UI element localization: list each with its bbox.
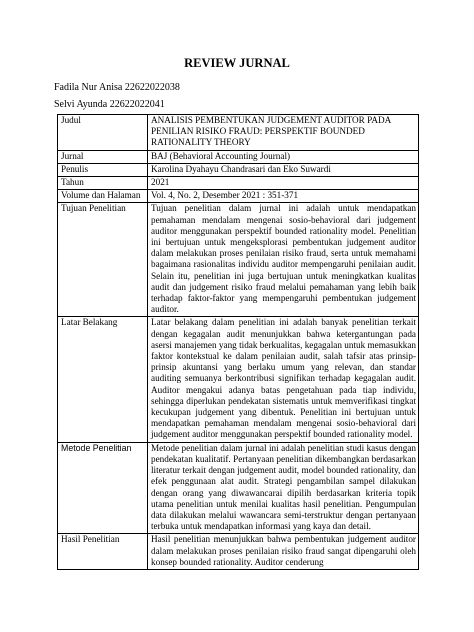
row-value: Vol. 4, No. 2, Desember 2021 : 351-371 bbox=[148, 190, 419, 203]
row-label: Jurnal bbox=[58, 150, 148, 163]
table-row bbox=[58, 190, 419, 203]
table-row bbox=[58, 177, 419, 190]
table-row bbox=[58, 203, 419, 317]
row-label: Latar Belakang bbox=[58, 317, 148, 442]
row-value: Latar belakang dalam penelitian ini adalah banyak penelitian terkait dengan kegagalan audit menunjukkan bahwa ketergantungan pada asersi manajemen yang tidak berkualitas, kegagalan untuk memasukkan faktor kontekstual ke dalam penilaian audit, salah tafsir atas prinsip-prinsip akuntansi yang berlaku umum yang relevan, dan standar auditing semuanya berkontribusi signifikan terhadap kegagalan audit. Auditor mengakui adanya batas pengetahuan pada tiap individu, sehingga diperlukan pendekatan sistematis untuk memverifikasi tingkat kecukupan judgement yang dibentuk. Penelitian ini bertujuan untuk mendapatkan pemahaman mendalam mengenai sosio-behavioral dari judgement auditor menggunakan perspektif bounded rationality model. bbox=[148, 317, 419, 442]
row-value: ANALISIS PEMBENTUKAN JUDGEMENT AUDITOR PADA PENILIAN RISIKO FRAUD: PERSPEKTIF BOUNDED RATIONALITY THEORY bbox=[148, 115, 419, 151]
table-row bbox=[58, 115, 419, 151]
row-label: Penulis bbox=[58, 163, 148, 176]
table-row bbox=[58, 534, 419, 570]
row-label: Judul bbox=[58, 115, 148, 151]
table-row bbox=[58, 150, 419, 163]
row-label: Hasil Penelitian bbox=[58, 534, 148, 570]
author-line: Selvi Ayunda 22622022041 bbox=[54, 99, 165, 110]
row-label: Metode Penelitian bbox=[58, 442, 148, 534]
row-label: Tujuan Penelitian bbox=[58, 203, 148, 317]
row-value: Hasil penelitian menunjukkan bahwa pembentukan judgement auditor dalam melakukan proses penilaian risiko fraud sangat dipengaruhi oleh konsep bounded rationality. Auditor cenderung bbox=[148, 534, 419, 570]
author-line: Fadila Nur Anisa 22622022038 bbox=[54, 82, 180, 93]
table-row bbox=[58, 317, 419, 442]
row-value: Karolina Dyahayu Chandrasari dan Eko Suwardi bbox=[148, 163, 419, 176]
row-value: BAJ (Behavioral Accounting Journal) bbox=[148, 150, 419, 163]
table-row bbox=[58, 442, 419, 534]
table-row bbox=[58, 163, 419, 176]
row-value: Metode penelitian dalam jurnal ini adalah penelitian studi kasus dengan pendekatan kualitatif. Pertanyaan penelitian dikembangkan berdasarkan literatur terkait dengan judgement audit, model bounded rationality, dan efek penggunaan alat audit. Strategi pengambilan sampel dilakukan dengan orang yang diwawancarai dipilih berdasarkan kriteria topik utama penelitian untuk menilai kualitas hasil penelitian. Pengumpulan data dilakukan melalui wawancara semi-terstruktur dengan pertanyaan terbuka untuk mendapatkan informasi yang kaya dan detail. bbox=[148, 442, 419, 534]
row-value: Tujuan penelitian dalam jurnal ini adalah untuk mendapatkan pemahaman mendalam mengenai sosio-behavioral dari judgement auditor menggunakan perspektif bounded rationality model. Penelitian ini bertujuan untuk mengeksplorasi pembentukan judgement auditor dalam melakukan proses penilaian risiko fraud, serta untuk memahami bagaimana rasionalitas individu auditor mempengaruhi penilaian audit. Selain itu, penelitian ini juga bertujuan untuk meningkatkan kualitas audit dan judgement risiko fraud melalui pemahaman yang lebih baik terhadap faktor-faktor yang mempengaruhi pembentukan judgement auditor. bbox=[148, 203, 419, 317]
row-label: Tahun bbox=[58, 177, 148, 190]
row-label: Volume dan Halaman bbox=[58, 190, 148, 203]
row-value: 2021 bbox=[148, 177, 419, 190]
document-title: REVIEW JURNAL bbox=[184, 56, 290, 70]
review-table bbox=[57, 114, 419, 570]
